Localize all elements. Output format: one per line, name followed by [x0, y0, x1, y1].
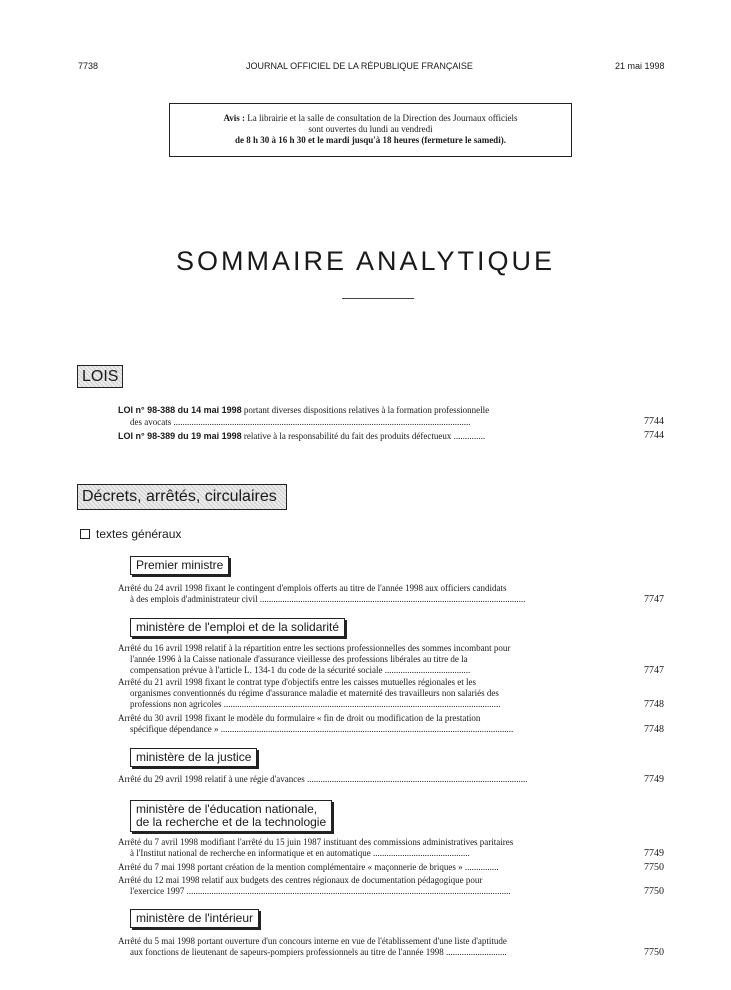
page-ref: 7744	[644, 430, 664, 441]
decree-text: à des emplois d'administrateur civil	[130, 594, 258, 604]
decree-entry[interactable]: Arrêté du 7 avril 1998 modifiant l'arrêté du 15 juin 1987 instituant des commissions administratives paritaires à l'Institut national de recherche en informatique et en automatique ........................................... 7749	[118, 837, 664, 859]
decree-text: Arrêté du 30 avril 1998 fixant le modèle du formulaire « fin de droit ou modification de la prestation	[118, 713, 481, 723]
notice-line-3: de 8 h 30 à 16 h 30 et le mardi jusqu'à 18 heures (fermeture le samedi).	[235, 135, 506, 145]
page-ref: 7748	[644, 724, 664, 735]
page-ref: 7750	[644, 862, 664, 873]
notice-line-1: La librairie et la salle de consultation de la Direction des Journaux officiels	[247, 113, 518, 123]
decree-text: professions non agricoles	[130, 699, 222, 709]
page-ref: 7747	[644, 665, 664, 676]
decree-entry[interactable]: Arrêté du 30 avril 1998 fixant le modèle du formulaire « fin de droit ou modification de la prestation spécifique dépendance » .................................................................................................................................. 7748	[118, 713, 664, 735]
lois-entry-lead: LOI n° 98-389 du 19 mai 1998	[118, 431, 242, 441]
issue-date: 21 mai 1998	[615, 61, 665, 71]
decree-entry[interactable]: Arrêté du 24 avril 1998 fixant le contingent d'emplois offerts au titre de l'année 1998 aux officiers candidats à des emplois d'administrateur civil ...................................................................................................................... 7747	[118, 583, 664, 605]
section-heading-decrets: Décrets, arrêtés, circulaires	[77, 484, 287, 510]
lois-entry-lead: LOI n° 98-388 du 14 mai 1998	[118, 405, 242, 415]
decree-entry[interactable]: Arrêté du 16 avril 1998 relatif à la répartition entre les sections professionnelles des sommes incombant pour l'année 1996 à la Caisse nationale d'assurance vieillesse des professions libérales au titre de la compensation prévue à l'article L. 134-1 du code de la sécurité sociale ...................................... 7747	[118, 643, 664, 676]
notice-label: Avis :	[223, 113, 246, 123]
title-divider	[342, 298, 414, 299]
decree-entry[interactable]: Arrêté du 29 avril 1998 relatif à une régie d'avances .................................................................................................. 7749	[118, 774, 664, 785]
lois-entry-text: des avocats	[130, 417, 172, 427]
decree-text: Arrêté du 16 avril 1998 relatif à la répartition entre les sections professionnelles des sommes incombant pour	[118, 643, 511, 653]
section-heading-lois: LOIS	[77, 365, 123, 388]
subsection-label: textes généraux	[96, 527, 182, 541]
decree-text: l'exercice 1997	[130, 886, 185, 896]
decree-text: Arrêté du 5 mai 1998 portant ouverture d'un concours interne en vue de l'établissement d'une liste d'aptitude	[118, 936, 507, 946]
decree-text: Arrêté du 7 mai 1998 portant création de la mention complémentaire « maçonnerie de briques »	[118, 862, 463, 872]
lois-entry-text: relative à la responsabilité du fait des produits défectueux	[241, 431, 452, 441]
ministry-heading	[130, 800, 332, 832]
decree-text: compensation prévue à l'article L. 134-1 du code de la sécurité sociale	[130, 665, 383, 675]
page-ref: 7747	[644, 594, 664, 605]
ministry-heading: ministère de la justice	[130, 748, 257, 767]
decree-text: Arrêté du 29 avril 1998 relatif à une régie d'avances	[118, 774, 305, 784]
ministry-heading-line: ministère de l'éducation nationale,	[136, 802, 318, 816]
decree-text: spécifique dépendance »	[130, 724, 219, 734]
decree-text: Arrêté du 7 avril 1998 modifiant l'arrêté du 15 juin 1987 instituant des commissions administratives paritaires	[118, 837, 514, 847]
ministry-heading-line: de la recherche et de la technologie	[136, 815, 327, 829]
square-bullet-icon	[80, 529, 90, 539]
page-number: 7738	[78, 61, 99, 71]
decree-entry[interactable]: Arrêté du 5 mai 1998 portant ouverture d'un concours interne en vue de l'établissement d'une liste d'aptitude aux fonctions de lieutenant de sapeurs-pompiers professionnels au titre de l'année 1998 ........................... 7750	[118, 936, 664, 958]
page-title: SOMMAIRE ANALYTIQUE	[175, 246, 556, 276]
decree-text: l'année 1996 à la Caisse nationale d'assurance vieillesse des professions libérales au titre de la	[130, 654, 468, 664]
page-ref: 7749	[644, 848, 664, 859]
page-ref: 7748	[644, 699, 664, 710]
ministry-heading: ministère de l'intérieur	[130, 909, 259, 928]
lois-entry-text: portant diverses dispositions relatives à la formation professionnelle	[241, 405, 490, 415]
page-ref: 7744	[644, 416, 664, 427]
decree-text: Arrêté du 21 avril 1998 fixant le contrat type d'objectifs entre les caisses mutuelles régionales et les	[118, 677, 477, 687]
decree-text: Arrêté du 24 avril 1998 fixant le contingent d'emplois offerts au titre de l'année 1998 aux officiers candidats	[118, 583, 507, 593]
decree-entry[interactable]: Arrêté du 12 mai 1998 relatif aux budgets des centres régionaux de documentation pédagogique pour l'exercice 1997 ................................................................................................................................................ 7750	[118, 875, 664, 897]
ministry-heading: Premier ministre	[130, 556, 229, 575]
ministry-heading: ministère de l'emploi et de la solidarité	[130, 618, 345, 637]
decree-text: à l'Institut national de recherche en informatique et en automatique	[130, 848, 371, 858]
opening-hours-notice	[169, 103, 572, 157]
page-ref: 7750	[644, 886, 664, 897]
decree-text: Arrêté du 12 mai 1998 relatif aux budgets des centres régionaux de documentation pédagogique pour	[118, 875, 483, 885]
decree-text: aux fonctions de lieutenant de sapeurs-pompiers professionnels au titre de l'année 1998	[130, 947, 444, 957]
page-ref: 7750	[644, 947, 664, 958]
notice-line-2: sont ouvertes du lundi au vendredi	[308, 124, 433, 134]
decree-entry[interactable]: Arrêté du 21 avril 1998 fixant le contrat type d'objectifs entre les caisses mutuelles régionales et les organismes conventionnés du régime d'assurance maladie et maternité des travailleurs non salariés des professions non agricoles ........................................................................................................................... 7748	[118, 677, 664, 710]
decree-text: organismes conventionnés du régime d'assurance maladie et maternité des travailleurs non salariés des	[130, 688, 499, 698]
subsection-heading	[80, 527, 181, 541]
lois-entry[interactable]: LOI n° 98-388 du 14 mai 1998 portant diverses dispositions relatives à la formation professionnelle des avocats .................................................................................................................................... 7744	[118, 405, 664, 427]
page-ref: 7749	[644, 774, 664, 785]
lois-entry[interactable]: LOI n° 98-389 du 19 mai 1998 relative à la responsabilité du fait des produits défectueux .............. 7744	[118, 430, 664, 441]
journal-title: JOURNAL OFFICIEL DE LA RÉPUBLIQUE FRANÇAISE	[246, 61, 473, 71]
decree-entry[interactable]: Arrêté du 7 mai 1998 portant création de la mention complémentaire « maçonnerie de briques » ............... 7750	[118, 862, 664, 873]
